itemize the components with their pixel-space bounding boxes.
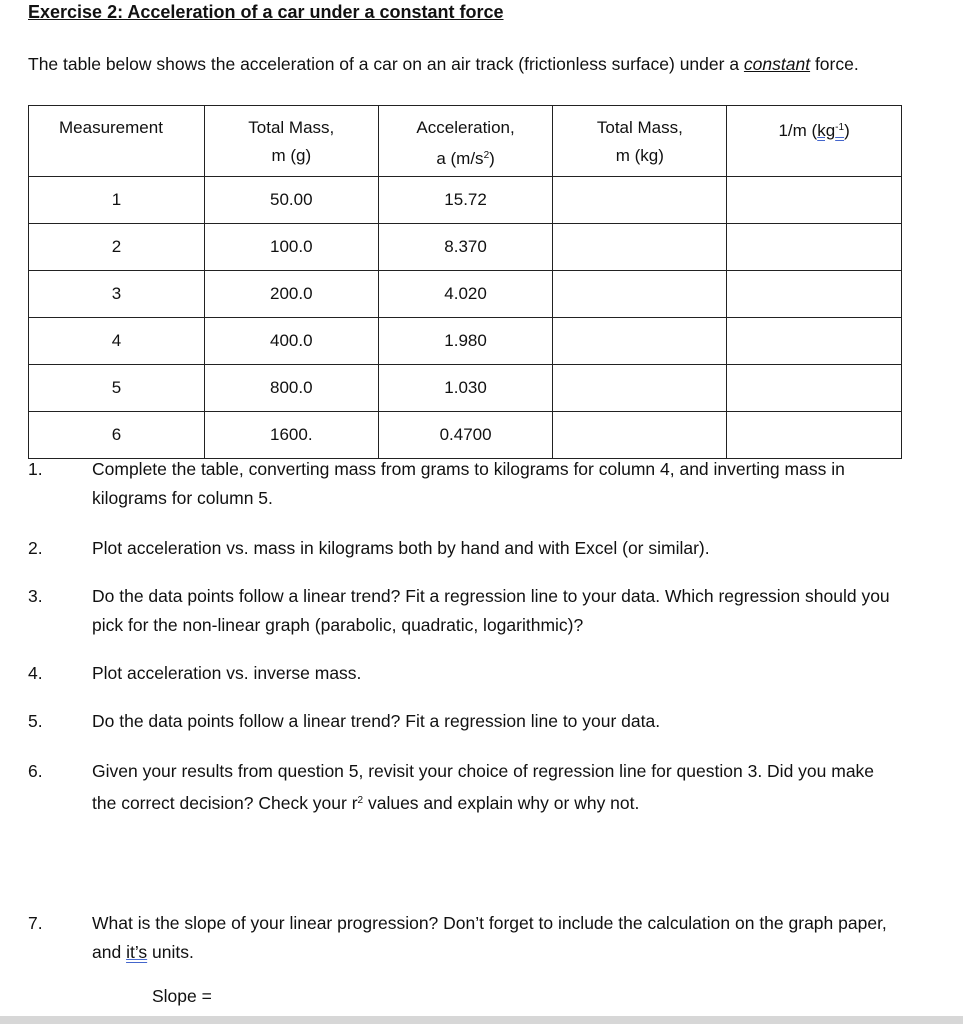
question-number: 6. [28, 761, 43, 781]
header-measurement: Measurement [29, 106, 205, 177]
question-text: Do the data points follow a linear trend? Fit a regression line to your data. [92, 711, 661, 731]
exercise-title: Exercise 2: Acceleration of a car under a constant force [28, 2, 504, 22]
cell-inverse-mass[interactable] [727, 271, 902, 318]
cell-mass-kg[interactable] [553, 318, 727, 365]
header-acceleration: Acceleration, a $(m/s^2)$ [378, 106, 553, 177]
table-row [29, 177, 902, 224]
header-total-mass-g: Total Mass, m (g) [204, 106, 378, 177]
cell-inverse-mass[interactable] [727, 412, 902, 459]
cell-measurement: 5 [29, 365, 205, 412]
question-number: 1. [28, 459, 43, 479]
cell-mass-g: 400.0 [204, 318, 378, 365]
cell-acceleration: 15.72 [378, 177, 553, 224]
cell-mass-g: 50.00 [204, 177, 378, 224]
table-row [29, 224, 902, 271]
cell-mass-g: 800.0 [204, 365, 378, 412]
question-text: Do the data points follow a linear trend? Fit a regression line to your data. Which regression should you pick for the non-linear graph (parabolic, quadratic, logarithmic)? [92, 586, 890, 635]
cell-measurement: 4 [29, 318, 205, 365]
table-row [29, 318, 902, 365]
header-inverse-mass: 1/m $(kg^{-1})$ [727, 106, 902, 177]
question-text: Complete the table, converting mass from grams to kilograms for column 4, and inverting mass in kilograms for column 5. [92, 459, 845, 508]
cell-acceleration: 0.4700 [378, 412, 553, 459]
cell-acceleration: 1.980 [378, 318, 553, 365]
question-number: 3. [28, 586, 43, 606]
cell-mass-g: 200.0 [204, 271, 378, 318]
header-total-mass-kg: Total Mass, m (kg) [553, 106, 727, 177]
cell-measurement: 6 [29, 412, 205, 459]
question-text: What is the slope of your linear progression? Don’t forget to include the calculation on the graph paper, and it’s units. [92, 913, 887, 962]
question-text: Given your results from question 5, revisit your choice of regression line for question 3. Did you make the correct decision? Check your $r^2$ values and explain why or why not. [92, 761, 875, 813]
table-row [29, 271, 902, 318]
cell-mass-g: 1600. [204, 412, 378, 459]
cell-mass-kg[interactable] [553, 177, 727, 224]
cell-inverse-mass[interactable] [727, 177, 902, 224]
table-row [29, 365, 902, 412]
question-number: 2. [28, 538, 43, 558]
cell-acceleration: 1.030 [378, 365, 553, 412]
table-header-row [29, 106, 902, 177]
data-table [28, 105, 902, 459]
bottom-scrollbar[interactable] [0, 1016, 963, 1024]
cell-mass-g: 100.0 [204, 224, 378, 271]
cell-inverse-mass[interactable] [727, 365, 902, 412]
cell-mass-kg[interactable] [553, 365, 727, 412]
cell-acceleration: 8.370 [378, 224, 553, 271]
slope-label: Slope = [152, 986, 212, 1006]
cell-acceleration: 4.020 [378, 271, 553, 318]
question-number: 7. [28, 913, 43, 933]
question-number: 5. [28, 711, 43, 731]
table-row [29, 412, 902, 459]
cell-mass-kg[interactable] [553, 271, 727, 318]
cell-mass-kg[interactable] [553, 412, 727, 459]
cell-inverse-mass[interactable] [727, 318, 902, 365]
cell-measurement: 2 [29, 224, 205, 271]
question-text: Plot acceleration vs. mass in kilograms both by hand and with Excel (or similar). [92, 538, 710, 558]
cell-measurement: 1 [29, 177, 205, 224]
cell-measurement: 3 [29, 271, 205, 318]
cell-mass-kg[interactable] [553, 224, 727, 271]
cell-inverse-mass[interactable] [727, 224, 902, 271]
intro-paragraph: The table below shows the acceleration of a car on an air track (frictionless surface) under a constant force. [28, 54, 859, 74]
question-number: 4. [28, 663, 43, 683]
question-text: Plot acceleration vs. inverse mass. [92, 663, 362, 683]
